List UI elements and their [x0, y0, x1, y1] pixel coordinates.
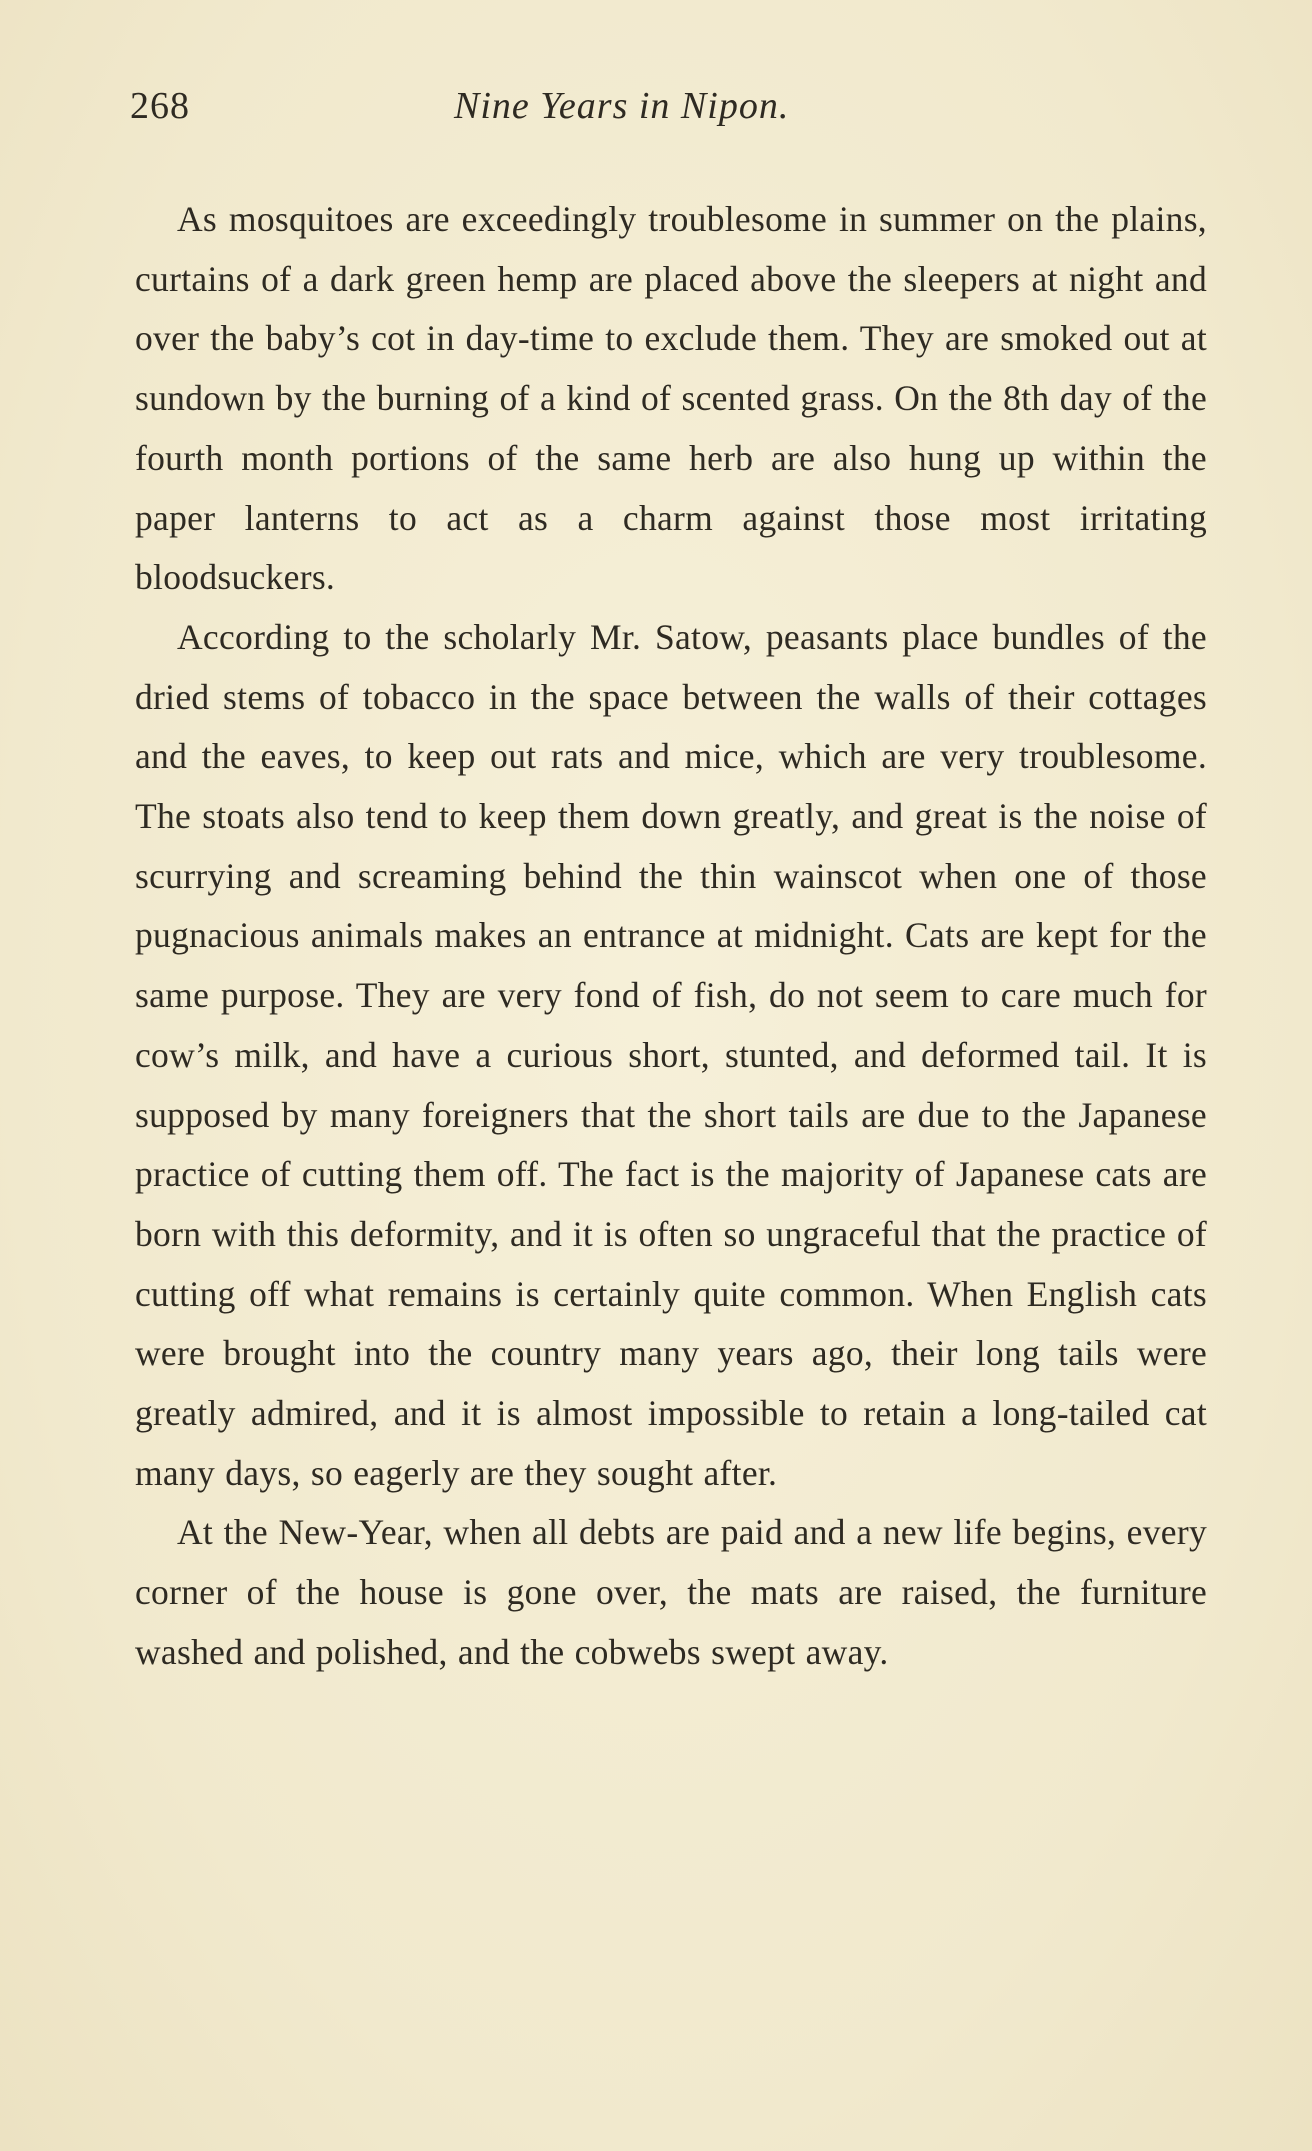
page-number: 268 — [130, 85, 190, 127]
running-head — [130, 84, 1210, 136]
paragraph-new-year: At the New-Year, when all debts are paid and a new life begins, every corner of the house is gone over, the mats are raised, the furniture washed and polished, and the cobwebs swept away. — [135, 1512, 1207, 1672]
paragraph-mosquitoes: As mosquitoes are exceedingly troublesome in summer on the plains, curtains of a dark green hemp are placed above the sleepers at night and over the baby’s cot in day-time to exclude them. They are smoked out at sundown by the burning of a kind of scented grass. On the 8th day of the fourth month portions of the same herb are also hung up within the paper lanterns to act as a charm against those most irritating bloodsuckers. — [135, 199, 1207, 598]
paragraph-rats-and-cats: According to the scholarly Mr. Satow, peasants place bundles of the dried stems of tobacco in the space between the walls of their cottages and the eaves, to keep out rats and mice, which are very troublesome. The stoats also tend to keep them down greatly, and great is the noise of scurrying and screaming behind the thin wainscot when one of those pugnacious animals makes an entrance at midnight. Cats are kept for the same purpose. They are very fond of fish, do not seem to care much for cow’s milk, and have a curious short, stunted, and deformed tail. It is supposed by many foreigners that the short tails are due to the Japanese practice of cutting them off. The fact is the majority of Japanese cats are born with this deformity, and it is often so ungraceful that the practice of cutting off what remains is certainly quite common. When English cats were brought into the country many years ago, their long tails were greatly admired, and it is almost impossible to retain a long-tailed cat many days, so eagerly are they sought after. — [135, 616, 1207, 1493]
body-text — [135, 190, 1207, 1683]
running-title: Nine Years in Nipon. — [454, 85, 790, 127]
